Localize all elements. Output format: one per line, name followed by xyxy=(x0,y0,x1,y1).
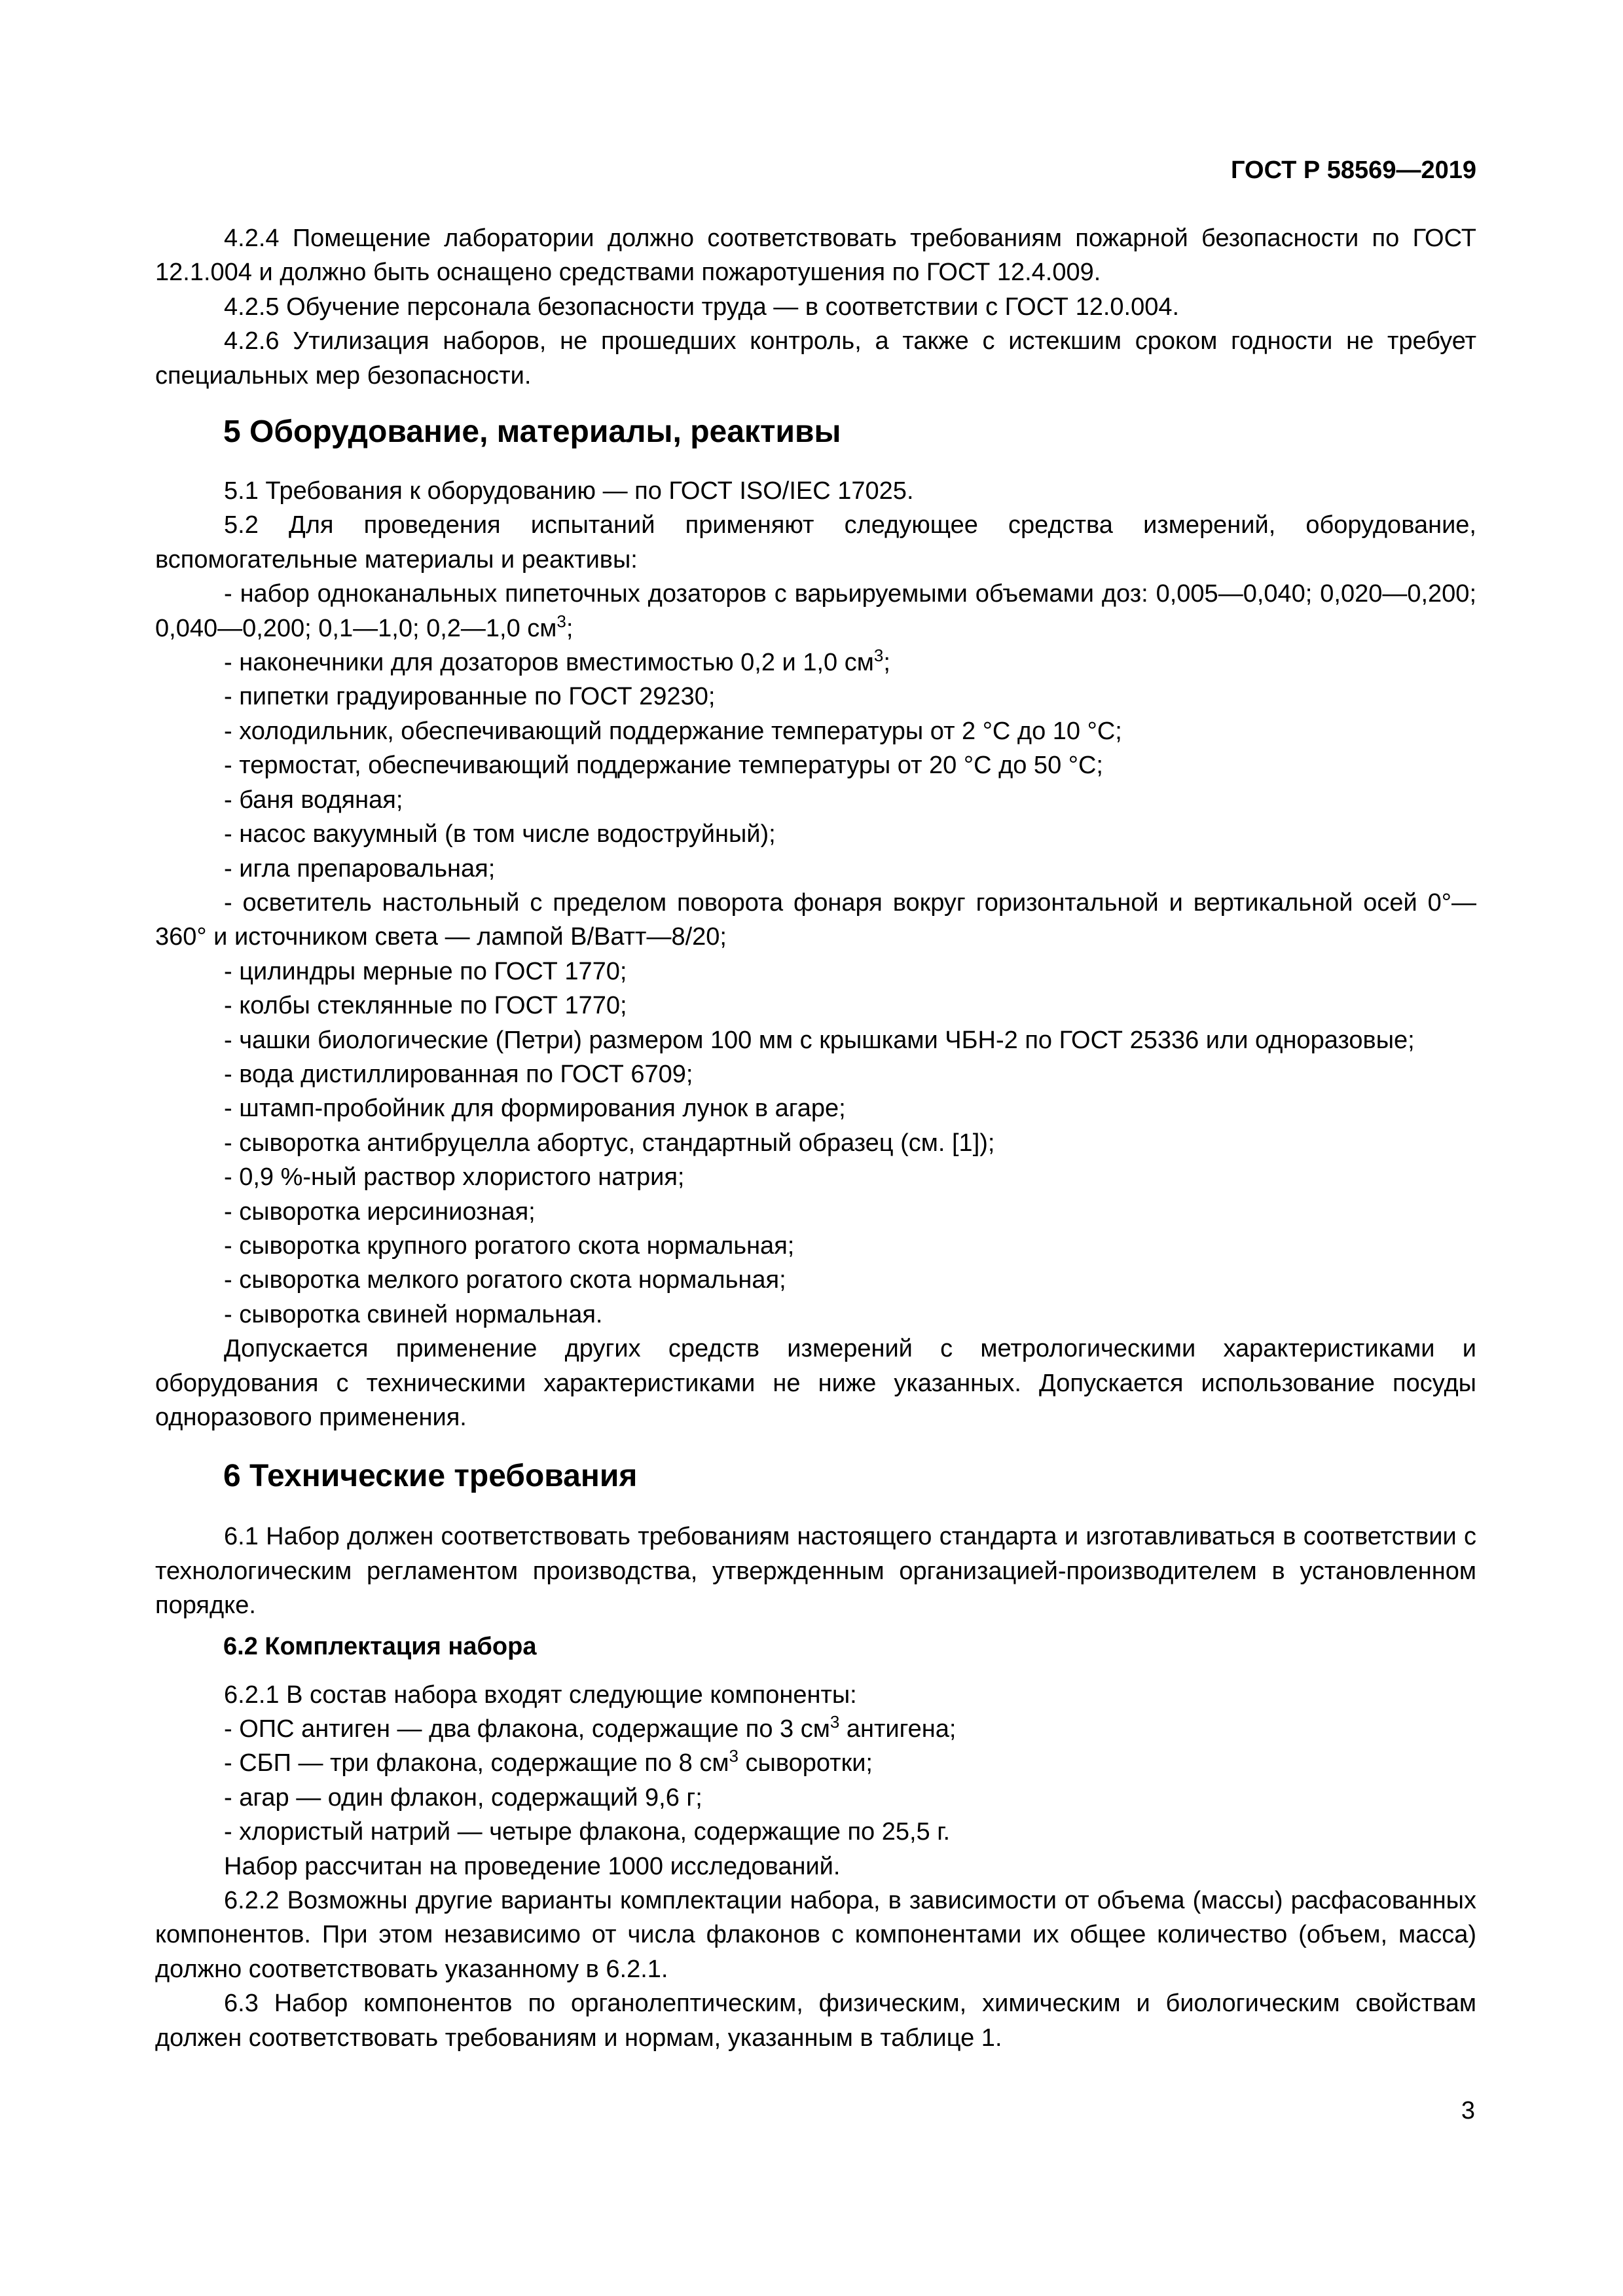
list-item: - баня водяная; xyxy=(224,786,403,814)
list-item: - колбы стеклянные по ГОСТ 1770; xyxy=(224,992,627,1020)
ops-text-end: антигена; xyxy=(839,1715,957,1743)
cubic-superscript: 3 xyxy=(729,1746,739,1766)
list-item: - пипетки градуированные по ГОСТ 29230; xyxy=(224,683,716,711)
paragraph-6-1: 6.1 Набор должен соответствовать требованиям настоящего стандарта и изготавливаться в соответствии с технологическим регламентом производства, утвержденным организацией-производителем в установленном порядке. xyxy=(155,1523,1476,1620)
paragraph-4-2-4: 4.2.4 Помещение лаборатории должно соответствовать требованиям пожарной безопасности по ГОСТ 12.1.004 и должно быть оснащено средствами пожаротушения по ГОСТ 12.4.009. xyxy=(155,225,1476,287)
dispensers-text: - набор одноканальных пипеточных дозаторов с варьируемыми объемами доз: 0,005—0,040; 0,020—0,200; 0,040—0,200; 0,1—1,0; 0,2—1,0 см xyxy=(155,580,1476,642)
paragraph-4-2-6: 4.2.6 Утилизация наборов, не прошедших контроль, а также с истекшим сроком годности не требует специальных мер безопасности. xyxy=(155,327,1476,390)
page-number: 3 xyxy=(1461,2097,1475,2124)
list-item-sodium-chloride: - хлористый натрий — четыре флакона, содержащие по 25,5 г. xyxy=(224,1818,951,1846)
paragraph-6-3: 6.3 Набор компонентов по органолептическим, физическим, химическим и биологическим свойствам должен соответствовать требованиям и нормам, указанным в таблице 1. xyxy=(155,1990,1476,2052)
list-item: - термостат, обеспечивающий поддержание температуры от 20 °С до 50 °С; xyxy=(224,752,1103,780)
list-item: - 0,9 %-ный раствор хлористого натрия; xyxy=(224,1163,685,1192)
sbp-text-end: сыворотки; xyxy=(738,1749,873,1777)
section-6-heading: 6 Технические требования xyxy=(223,1459,638,1494)
list-item-ops-antigen xyxy=(155,1712,1476,1746)
list-item: - сыворотка иерсиниозная; xyxy=(224,1197,536,1226)
paragraph-6-2-1: 6.2.1 В состав набора входят следующие компоненты: xyxy=(224,1681,857,1709)
page-body xyxy=(155,221,1476,2055)
list-item: - холодильник, обеспечивающий поддержание температуры от 2 °С до 10 °С; xyxy=(224,717,1122,745)
list-item: - цилиндры мерные по ГОСТ 1770; xyxy=(224,957,627,985)
paragraph-5-1: 5.1 Требования к оборудованию — по ГОСТ ISO/IEC 17025. xyxy=(224,477,914,505)
tips-text: - наконечники для дозаторов вместимостью 0,2 и 1,0 см xyxy=(224,649,874,677)
list-item: - вода дистиллированная по ГОСТ 6709; xyxy=(224,1060,693,1088)
cubic-superscript: 3 xyxy=(873,646,884,666)
list-item: - сыворотка мелкого рогатого скота нормальная; xyxy=(224,1266,786,1294)
section-5-heading: 5 Оборудование, материалы, реактивы xyxy=(223,414,841,450)
document-code: ГОСТ Р 58569—2019 xyxy=(1231,156,1476,184)
sbp-text: - СБП — три флакона, содержащие по 8 см xyxy=(224,1749,729,1777)
list-item: - игла препаровальная; xyxy=(224,854,496,883)
list-item: - чашки биологические (Петри) размером 100 мм с крышками ЧБН-2 по ГОСТ 25336 или одноразовые; xyxy=(224,1026,1415,1054)
list-item: - штамп-пробойник для формирования лунок в агаре; xyxy=(224,1095,846,1123)
list-item: - сыворотка антибруцелла абортус, стандартный образец (см. [1]); xyxy=(224,1129,995,1157)
list-item-dispensers: - набор одноканальных пипеточных дозаторов с варьируемыми объемами доз: 0,005—0,040; 0,020—0,200; 0,040—0,200; 0,1—1,0; 0,2—1,0 $см^3$; xyxy=(155,580,1476,642)
list-item-agar: - агар — один флакон, содержащий 9,6 г; xyxy=(224,1783,702,1812)
ops-text: - ОПС антиген — два флакона, содержащие по 3 см xyxy=(224,1715,830,1743)
subsection-6-2-heading: 6.2 Комплектация набора xyxy=(223,1632,537,1660)
list-item: - осветитель настольный с пределом поворота фонаря вокруг горизонтальной и вертикальной осей 0°—360° и источником света — лампой В/Ватт—8/20; xyxy=(155,888,1476,951)
list-item: - сыворотка свиней нормальная. xyxy=(224,1300,603,1328)
list-item-sbp xyxy=(155,1746,1476,1780)
paragraph-6-2-2: 6.2.2 Возможны другие варианты комплектации набора, в зависимости от объема (массы) расфасованных компонентов. При этом независимо от числа флаконов с компонентами их общее количество (объем, масса) должно соответствовать указанному в 6.2.1. xyxy=(155,1887,1476,1983)
paragraph-5-2: 5.2 Для проведения испытаний применяют следующее средства измерений, оборудование, вспомогательные материалы и реактивы: xyxy=(155,511,1476,574)
paragraph-allowed-substitutes: Допускается применение других средств измерений с метрологическими характеристиками и оборудования с техническими характеристиками не ниже указанных. Допускается использование посуды одноразового применения. xyxy=(155,1335,1476,1431)
list-item: - сыворотка крупного рогатого скота нормальная; xyxy=(224,1231,795,1260)
cubic-superscript: 3 xyxy=(830,1712,840,1732)
paragraph-kit-capacity: Набор рассчитан на проведение 1000 исследований. xyxy=(224,1852,841,1880)
cubic-superscript: 3 xyxy=(556,611,566,631)
list-item-tips: - наконечники для дозаторов вместимостью 0,2 и 1,0 $см^3$; xyxy=(224,646,890,677)
list-item: - насос вакуумный (в том числе водоструйный); xyxy=(224,820,776,848)
paragraph-4-2-5: 4.2.5 Обучение персонала безопасности труда — в соответствии с ГОСТ 12.0.004. xyxy=(224,293,1180,321)
